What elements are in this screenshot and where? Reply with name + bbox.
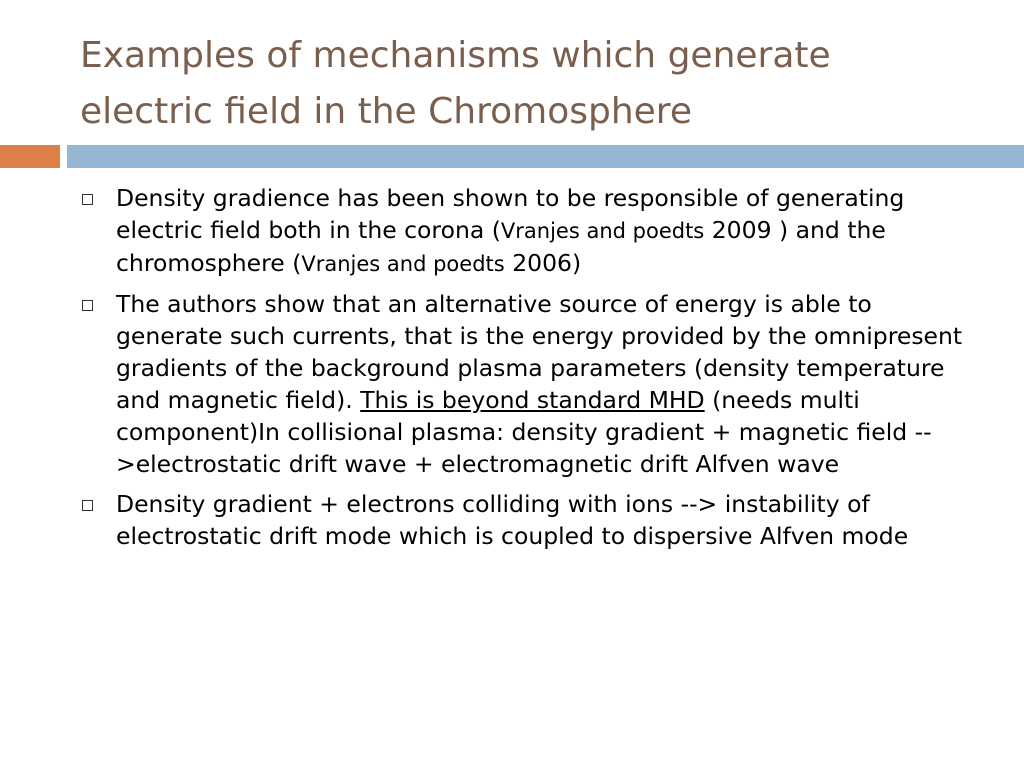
bullet-1-text-2: 2009 ) and the chromosphere ( bbox=[116, 216, 886, 277]
slide-title bbox=[80, 28, 980, 140]
bullet-2-text-2: (needs multi component)In collisional plasma: density gradient + magnetic field -->electrostatic drift wave + electromagnetic drift Alfven wave bbox=[116, 386, 932, 478]
square-bullet-icon bbox=[82, 500, 93, 511]
accent-bar-orange bbox=[0, 145, 60, 168]
bullet-1-citation-2: Vranjes and poedts bbox=[301, 252, 505, 276]
slide-title-line-2: electric field in the Chromosphere bbox=[80, 91, 692, 132]
bullet-2-text: The authors show that an alternative source of energy is able to generate such currents, that is the energy provided by the omnipresent gradients of the background plasma parameters (density temperature and magnetic field). bbox=[116, 290, 963, 414]
bullet-1-citation-1: Vranjes and poedts bbox=[500, 219, 705, 243]
square-bullet-icon bbox=[82, 194, 93, 205]
bullet-3-text: Density gradient + electrons colliding with ions --> instability of electrostatic drift mode which is coupled to dispersive Alfven mode bbox=[116, 490, 909, 550]
square-bullet-icon bbox=[82, 300, 93, 311]
bullet-2-underlined-text: This is beyond standard MHD bbox=[360, 386, 705, 414]
accent-bar-blue bbox=[67, 145, 1024, 168]
slide-title-line-1: Examples of mechanisms which generate bbox=[80, 35, 831, 76]
bullet-list bbox=[82, 182, 982, 560]
bullet-1-text: Density gradience has been shown to be responsible of generating electric field both in the corona ( bbox=[116, 184, 905, 244]
bullet-item-3 bbox=[82, 488, 982, 552]
bullet-1-text-3: 2006) bbox=[504, 249, 582, 277]
bullet-item-2 bbox=[82, 288, 982, 480]
bullet-item-1 bbox=[82, 182, 982, 280]
